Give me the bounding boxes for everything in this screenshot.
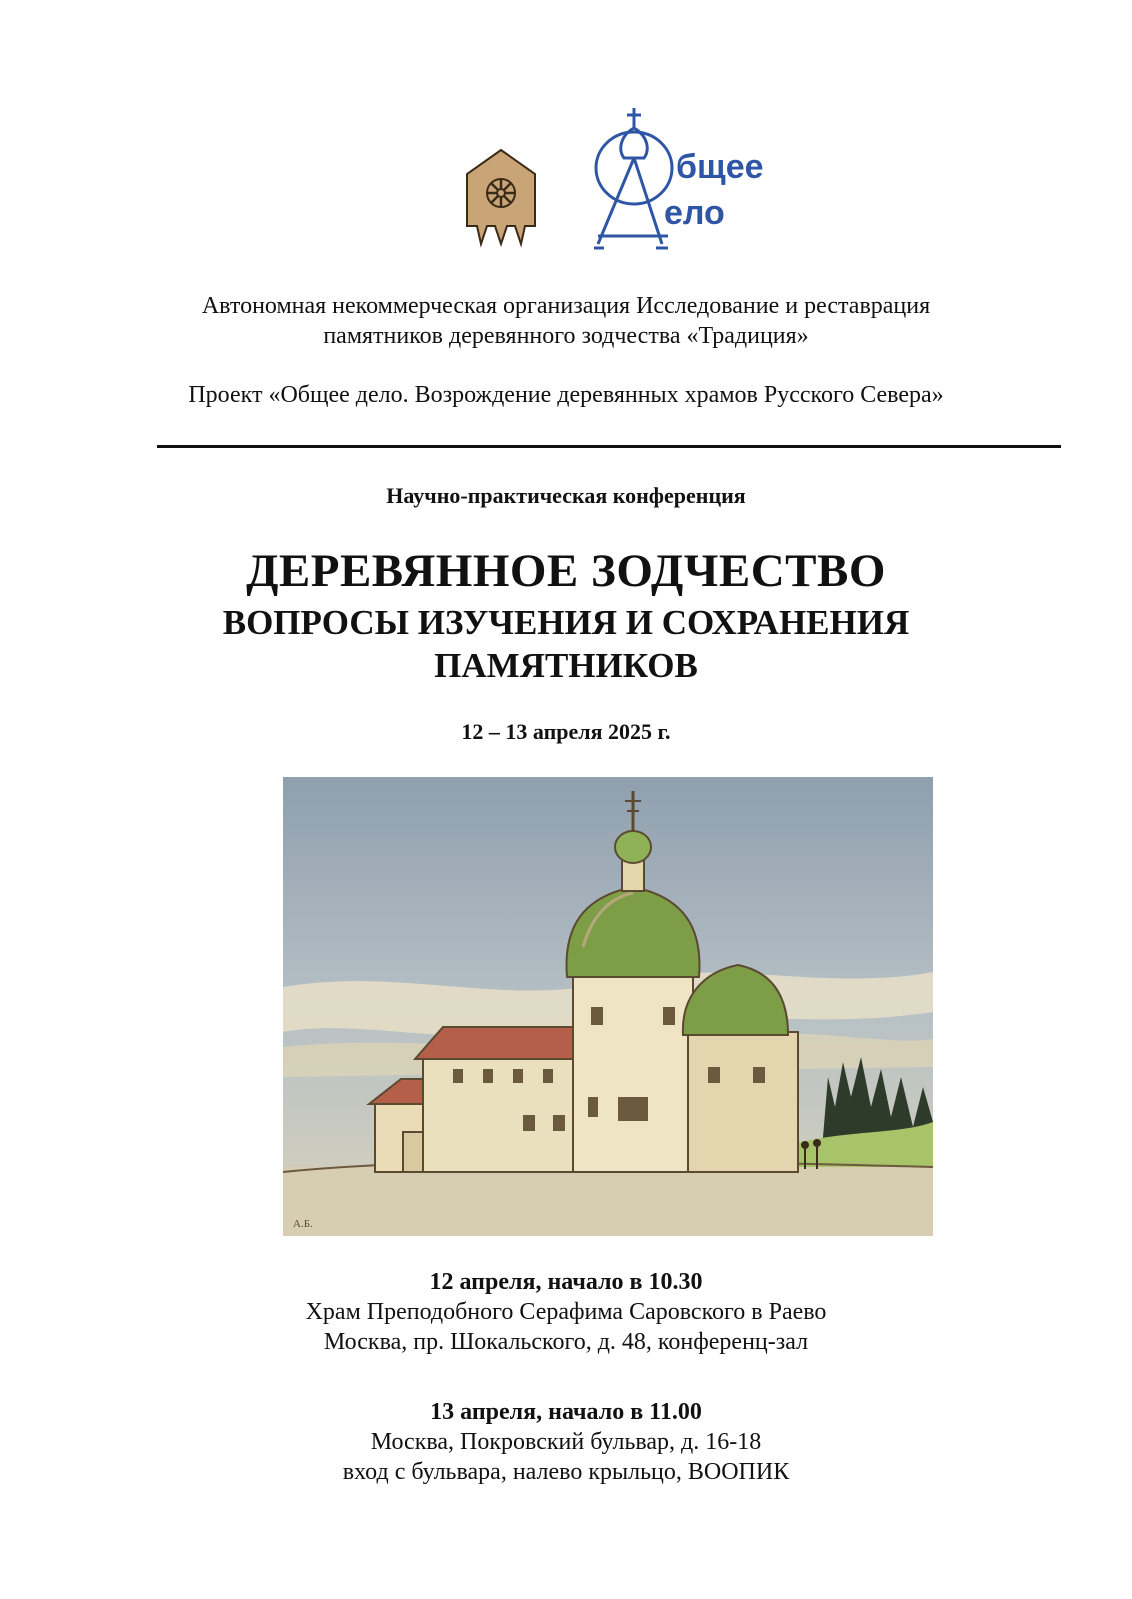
organization-name [0, 291, 1132, 351]
conference-dates: 12 – 13 апреля 2025 г. [461, 719, 671, 744]
subtitle-line-1: ВОПРОСЫ ИЗУЧЕНИЯ И СОХРАНЕНИЯ [222, 603, 910, 642]
day-2-heading: 13 апреля, начало в 11.00 [430, 1399, 702, 1425]
logo-word-2: ело [664, 194, 725, 232]
day-2-address: Москва, Покровский бульвар, д. 16-18 [370, 1429, 762, 1455]
conference-type: Научно-практическая конференция [386, 483, 746, 508]
project-name: Проект «Общее дело. Возрождение деревянных храмов Русского Севера» [188, 382, 944, 408]
organization-line-2: памятников деревянного зодчества «Традиция» [323, 323, 809, 349]
subtitle-line-2: ПАМЯТНИКОВ [434, 646, 698, 685]
day-2-entrance: вход с бульвара, налево крыльцо, ВООПИК [342, 1459, 790, 1485]
day-1-venue: Храм Преподобного Серафима Саровского в Раево [305, 1299, 827, 1325]
tradition-logo-icon [463, 148, 539, 248]
conference-subtitle [0, 601, 1132, 687]
wooden-church-illustration [283, 777, 933, 1236]
logos-row [0, 100, 1132, 260]
organization-line-1: Автономная некоммерческая организация Исследование и реставрация [201, 293, 931, 319]
obshee-delo-logo [590, 106, 770, 256]
logo-word-1: бщее [676, 148, 764, 186]
day-1-heading: 12 апреля, начало в 10.30 [429, 1269, 703, 1295]
artist-signature: А.Б. [293, 1218, 313, 1230]
schedule-day-1 [0, 1267, 1132, 1357]
schedule-day-2 [0, 1397, 1132, 1487]
divider-rule [157, 445, 1061, 448]
day-1-address: Москва, пр. Шокальского, д. 48, конференц-зал [323, 1329, 809, 1355]
conference-title: ДЕРЕВЯННОЕ ЗОДЧЕСТВО [246, 545, 886, 597]
